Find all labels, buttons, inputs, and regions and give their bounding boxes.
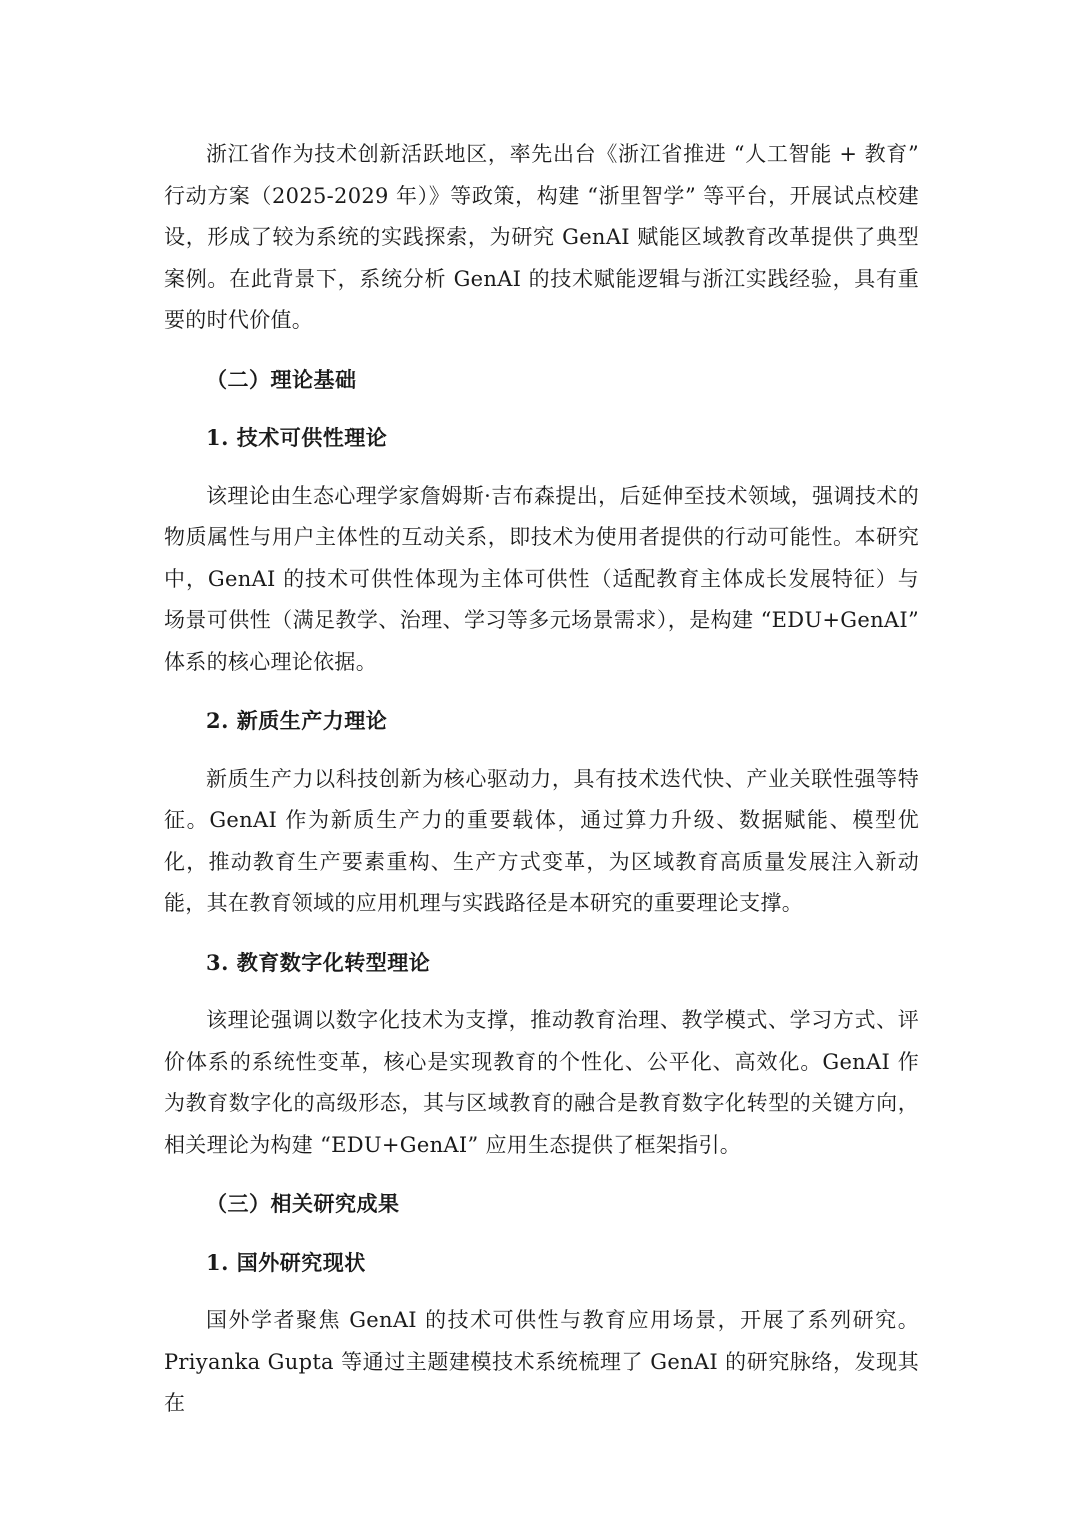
paragraph-foreign-research: 国外学者聚焦 GenAI 的技术可供性与教育应用场景，开展了系列研究。Priyanka Gupta 等通过主题建模技术系统梳理了 GenAI 的研究脉络，发现其在 [164, 1308, 919, 1415]
subheading-new-productivity-theory: 2. 新质生产力理论 [206, 708, 388, 733]
subheading-affordance-theory: 1. 技术可供性理论 [206, 425, 388, 450]
document-body [164, 134, 919, 1425]
paragraph-new-productivity-theory: 新质生产力以科技创新为核心驱动力，具有技术迭代快、产业关联性强等特征。GenAI 作为新质生产力的重要载体，通过算力升级、数据赋能、模型优化，推动教育生产要素重构、生产方式变革，为区域教育高质量发展注入新动能，其在教育领域的应用机理与实践路径是本研究的重要理论支撑。 [164, 766, 919, 915]
section-heading-related-research: （三）相关研究成果 [206, 1191, 400, 1216]
section-heading-theory-basis: （二）理论基础 [206, 366, 357, 392]
paragraph-zhejiang-background: 浙江省作为技术创新活跃地区，率先出台《浙江省推进 “人工智能 + 教育” 行动方案（2025-2029 年）》等政策，构建 “浙里智学” 等平台，开展试点校建设，形成了较为系统的实践探索，为研究 GenAI 赋能区域教育改革提供了典型案例。在此背景下，系统分析 GenAI 的技术赋能逻辑与浙江实践经验，具有重要的时代价值。 [164, 142, 919, 332]
subheading-digital-transformation-theory: 3. 教育数字化转型理论 [206, 949, 431, 975]
paragraph-affordance-theory: 该理论由生态心理学家詹姆斯·吉布森提出，后延伸至技术领域，强调技术的物质属性与用户主体性的互动关系，即技术为使用者提供的行动可能性。本研究中，GenAI 的技术可供性体现为主体可供性（适配教育主体成长发展特征）与场景可供性（满足教学、治理、学习等多元场景需求），是构建 “EDU+GenAI” 体系的核心理论依据。 [164, 483, 919, 674]
paragraph-digital-transformation-theory: 该理论强调以数字化技术为支撑，推动教育治理、教学模式、学习方式、评价体系的系统性变革，核心是实现教育的个性化、公平化、高效化。GenAI 作为教育数字化的高级形态，其与区域教育的融合是教育数字化转型的关键方向，相关理论为构建 “EDU+GenAI” 应用生态提供了框架指引。 [164, 1008, 919, 1157]
subheading-foreign-research: 1. 国外研究现状 [206, 1249, 366, 1275]
